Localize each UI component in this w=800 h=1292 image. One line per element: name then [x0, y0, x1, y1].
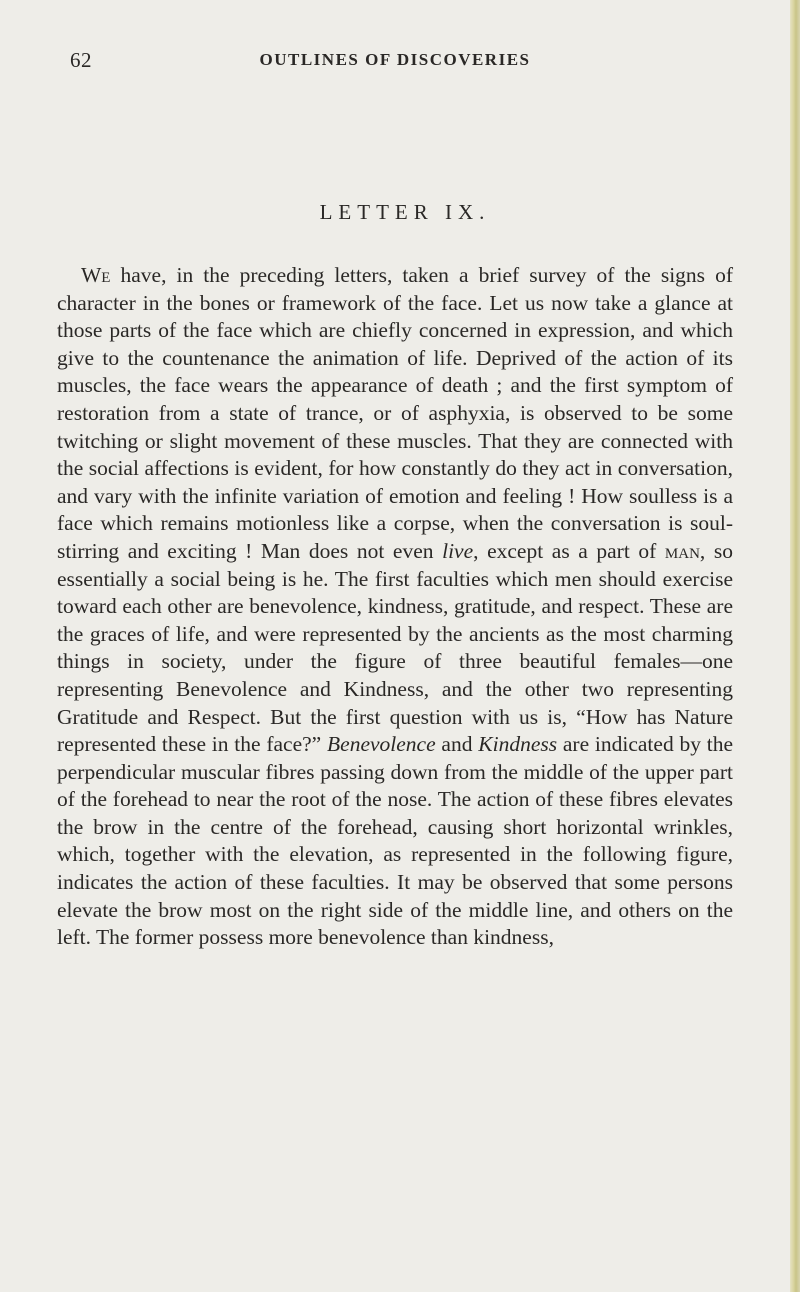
italic-word-kindness: Kindness	[478, 732, 558, 757]
running-head: OUTLINES OF DISCOVERIES	[259, 50, 531, 69]
small-caps-man: man	[664, 538, 700, 563]
opening-word: We	[81, 263, 111, 287]
text-segment: , except as a part of	[473, 538, 665, 563]
paragraph	[57, 262, 733, 952]
italic-word-live: live	[442, 538, 474, 563]
page-edge	[790, 0, 800, 1292]
page-header	[70, 48, 720, 78]
italic-word-benevolence: Benevolence	[327, 732, 436, 757]
body-text	[57, 262, 733, 952]
text-segment: are indicated by the perpendicular muscular fibres passing down from the middle of the upper part of the forehead to near the root of the nose. The action of these fibres elevates the brow in the centre of the forehead, causing short horizontal wrinkles, which, together with the elevation, as represented in the following figure, indicates the action of these faculties. It may be observed that some persons elevate the brow most on the right side of the middle line, and others on the left. The former possess more benevolence than kindness,	[57, 732, 734, 950]
chapter-title: LETTER IX.	[319, 200, 491, 224]
text-segment: have, in the preceding letters, taken a brief survey of the signs of character in the bones or framework of the face. Let us now take a glance at those parts of the face which are chiefly concerned in expression, and which give to the countenance the animation of life. Deprived of the action of its muscles, the face wears the appearance of death ; and the first symptom of restoration from a state of trance, or of asphyxia, is observed to be some twitching or slight movement of these muscles. That they are connected with the social affections is evident, for how constantly do they act in conversation, and vary with the infinite variation of emotion and feeling ! How soulless is a face which remains motionless like a corpse, when the conversation is soul-stirring and exciting ! Man does not even	[57, 263, 733, 563]
page-number: 62	[70, 48, 92, 72]
text-segment: and	[435, 732, 479, 757]
text-segment: , so essentially a social being is he. The first faculties which men should exercise toward each other are benevolence, kindness, gratitude, and respect. These are the graces of life, and were represented by the ancients as the most charming things in society, under the figure of three beautiful females—one representing Benevolence and Kindness, and the other two representing Gratitude and Respect. But the first question with us is, “How has Nature represented these in the face?”	[57, 538, 733, 757]
